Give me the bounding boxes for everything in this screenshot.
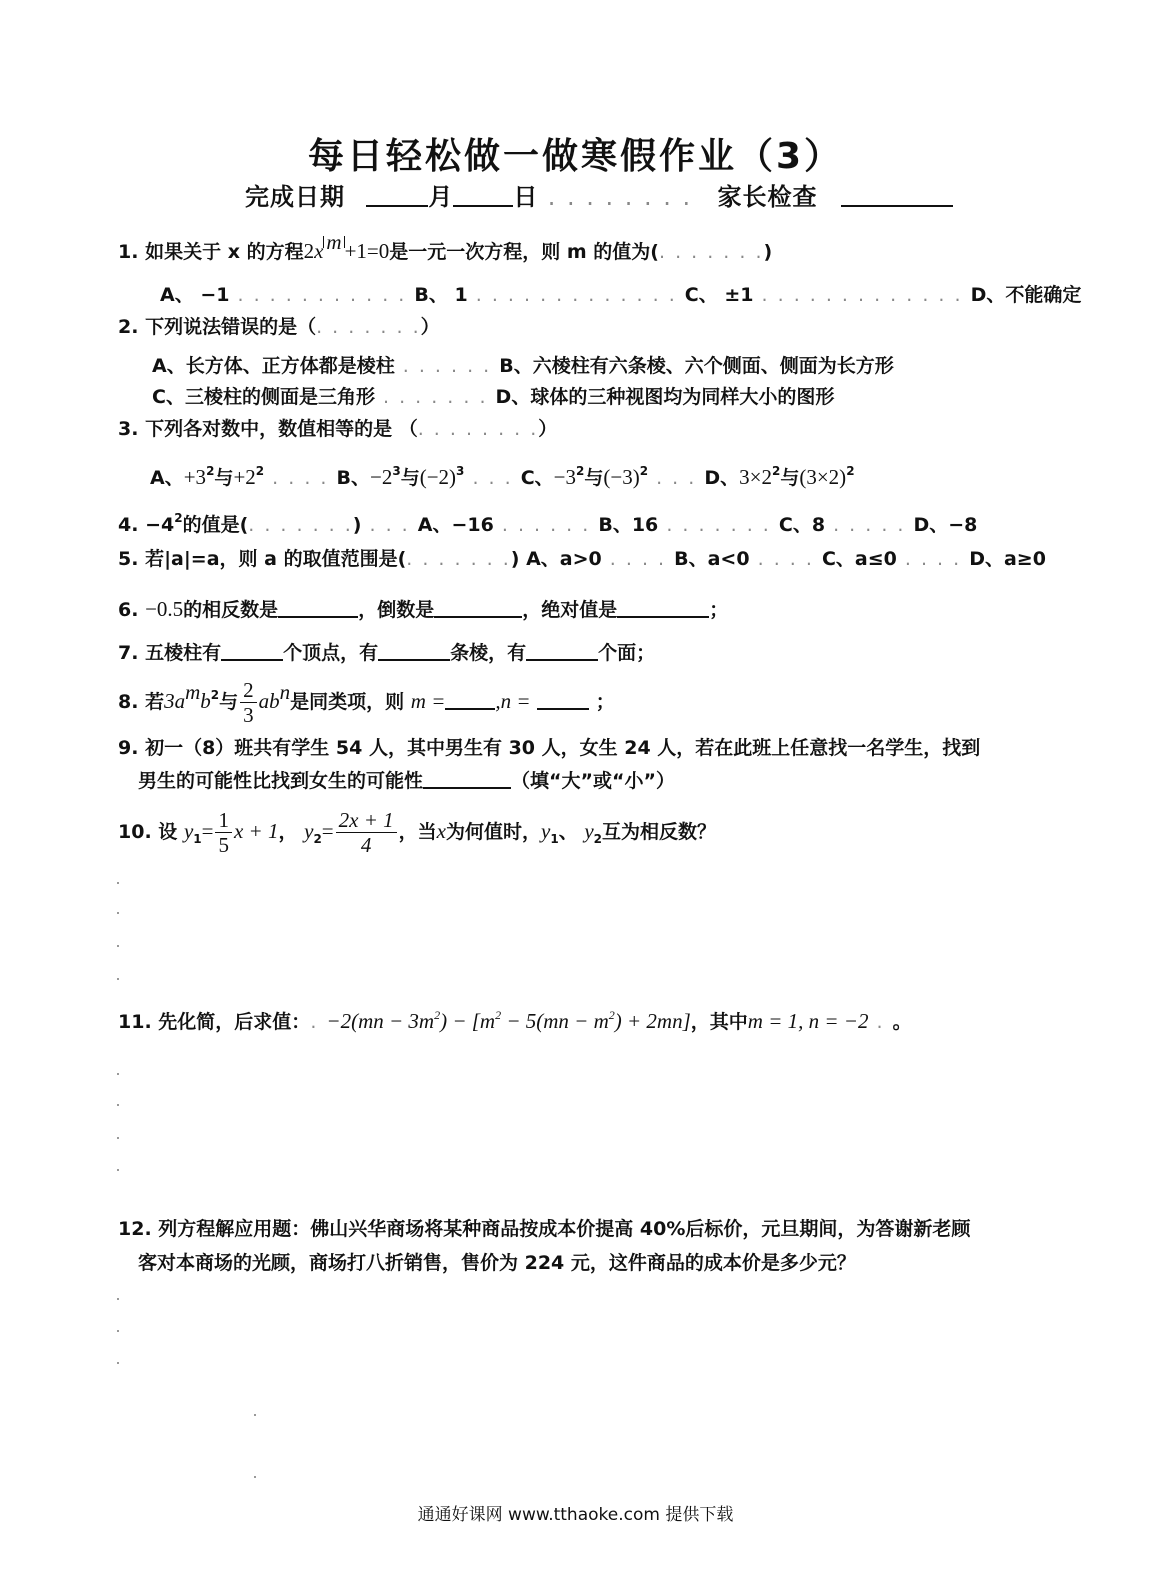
question-text: 客对本商场的光顾，商场打八折销售，售价为 224 元，这件商品的成本价是多少元？	[138, 1252, 856, 1274]
parent-check-blank[interactable]	[841, 187, 953, 207]
question-9-line2	[138, 768, 675, 794]
question-text: 为何值时，	[445, 821, 541, 843]
option-a[interactable]: A、−16	[417, 514, 494, 536]
question-1: 1. 如果关于 x 的方程2x $^m$ +1=0是一元一次方程，则 m 的值为(. . . . . . .)	[118, 230, 773, 263]
day-label: 日	[513, 183, 539, 211]
question-text: ，当	[398, 821, 437, 843]
option-b[interactable]: B、16	[598, 514, 659, 536]
question-number: 1.	[118, 241, 139, 263]
question-5: 5. 若|a|=a，则 a 的取值范围是(. . . . . . .) A、a>0 . . . . B、a<0 . . . . C、a≤0 . . . . D、a≥0	[118, 548, 1046, 570]
question-number: 7.	[118, 642, 139, 664]
option-c[interactable]: C、 ±1	[684, 284, 754, 306]
question-text: 的值是(	[182, 514, 249, 536]
option-b[interactable]: B、六棱柱有六条棱、六个侧面、侧面为长方形	[499, 355, 894, 377]
question-number: 6.	[118, 599, 139, 621]
option-d[interactable]: D、不能确定	[970, 284, 1082, 306]
math-m-equals: m =	[410, 689, 446, 713]
answer-blank-edges[interactable]	[378, 641, 450, 661]
math-condition: m = 1, n = −2	[747, 1009, 869, 1033]
math-value: −0.5	[145, 597, 184, 621]
option-a[interactable]: A、长方体、正方体都是棱柱	[152, 355, 395, 377]
question-text: ；	[709, 599, 729, 621]
answer-blank-probability[interactable]	[423, 769, 511, 789]
question-text: 如果关于 x 的方程	[145, 241, 304, 263]
question-12-line2	[138, 1250, 856, 1276]
answer-blank-vertices[interactable]	[221, 641, 283, 661]
answer-bracket-close: ）	[420, 316, 440, 338]
answer-blank-n[interactable]	[537, 694, 589, 710]
question-number: 4.	[118, 514, 139, 536]
question-text: ；	[595, 691, 615, 713]
month-label: 月	[428, 183, 454, 211]
question-2-options-row2: C、三棱柱的侧面是三角形 . . . . . . . D、球体的三种视图均为同样大小的图形	[152, 386, 835, 408]
question-text: 先化简，后求值：	[158, 1011, 311, 1033]
question-3: 3. 下列各对数中，数值相等的是 （. . . . . . . .）	[118, 418, 558, 440]
math-fraction: $\frac{2x + 1}{4}$	[336, 808, 397, 857]
date-label: 完成日期	[245, 183, 345, 211]
answer-blank-opposite[interactable]	[278, 598, 358, 618]
option-a[interactable]: A、$+3^2$与$+2^2$	[150, 464, 265, 489]
question-9-line1	[118, 735, 980, 761]
math-var: x	[314, 239, 324, 263]
question-10: 10. 设 $y_1=$ $\frac{1}{5}$ x + 1， $y_2=$ $\frac{2x + 1}{4}$ ，当x为何值时，$y_1$、 $y_2$互为相反数？	[118, 808, 717, 857]
question-2: 2. 下列说法错误的是（. . . . . . .）	[118, 316, 440, 338]
math-exponent: m	[323, 236, 344, 248]
question-number: 9.	[118, 737, 139, 759]
question-text: 互为相反数？	[602, 821, 717, 843]
date-line: 完成日期 月 日 . . . . . . . . 家长检查	[245, 184, 953, 210]
question-4: 4. $-4^2$的值是(. . . . . . .) . . . A、−16 . . . . . . B、16 . . . . . . . C、8 . . . . . D、−8	[118, 511, 978, 536]
question-text: 与	[219, 691, 239, 713]
math-expression: $-2(mn - 3m^2) - [m^2 - 5(mn - m^2) + 2mn]$	[326, 1008, 691, 1033]
option-c[interactable]: C、三棱柱的侧面是三角形	[152, 386, 375, 408]
question-11: 11. 先化简，后求值：. $-2(mn - 3m^2) - [m^2 - 5(mn - m^2) + 2mn]$，其中m = 1, n = −2 . 。	[118, 1008, 912, 1033]
answer-bracket-close: )	[510, 548, 520, 570]
answer-blank-faces[interactable]	[526, 641, 598, 661]
question-text: 五棱柱有	[145, 642, 222, 664]
option-b[interactable]: B、a<0	[674, 548, 750, 570]
month-blank[interactable]	[366, 187, 428, 207]
option-d[interactable]: D、a≥0	[969, 548, 1046, 570]
question-1-options: A、 −1 . . . . . . . . . . . B、 1 . . . . . . . . . . . . . C、 ±1 . . . . . . . . . . . . . D、不能确定	[160, 284, 1082, 306]
question-text: 条棱，有	[450, 642, 527, 664]
math-expr: x + 1	[233, 819, 279, 843]
question-text: 是一元一次方程，则 m 的值为(	[389, 241, 659, 263]
answer-bracket-close: )	[352, 514, 362, 536]
math-n-equals: ,n =	[495, 689, 531, 713]
option-b[interactable]: B、 1	[414, 284, 468, 306]
math-fraction: $\frac{1}{5}$	[215, 808, 232, 857]
question-text: 初一（8）班共有学生 54 人，其中男生有 30 人，女生 24 人，若在此班上任意找一名学生，找到	[145, 737, 981, 759]
answer-blank-m[interactable]	[445, 694, 495, 710]
question-text: 个面；	[598, 642, 656, 664]
question-text: 下列说法错误的是（	[145, 316, 317, 338]
question-text: 个顶点，有	[283, 642, 379, 664]
math-base: −4	[145, 514, 175, 536]
option-d[interactable]: D、$3\times 2^2$与$(3\times 2)^2$	[704, 464, 855, 489]
question-number: 3.	[118, 418, 139, 440]
question-text: 设	[158, 821, 178, 843]
question-number: 11.	[118, 1011, 152, 1033]
question-3-options: A、$+3^2$与$+2^2$ . . . . B、$-2^3$与$(-2)^3$ . . . C、$-3^2$与$(-3)^2$ . . . D、$3\times 2^2$与$(3\times 2)^2$	[150, 464, 855, 489]
question-number: 8.	[118, 691, 139, 713]
parent-check-label: 家长检查	[717, 183, 818, 211]
math-term: 3a	[164, 689, 186, 713]
question-text: ，绝对值是	[522, 599, 618, 621]
day-blank[interactable]	[453, 187, 513, 207]
option-a[interactable]: A、 −1	[160, 284, 230, 306]
question-text: 。	[892, 1011, 912, 1033]
question-text: 的相反数是	[183, 599, 279, 621]
question-2-options-row1: A、长方体、正方体都是棱柱 . . . . . . B、六棱柱有六条棱、六个侧面、侧面为长方形	[152, 355, 894, 377]
answer-blank-reciprocal[interactable]	[434, 598, 522, 618]
question-text: 列方程解应用题：佛山兴华商场将某种商品按成本价提高 40%后标价，元旦期间，为答谢新老顾	[158, 1218, 971, 1240]
question-text: 若	[145, 691, 165, 713]
question-text: ，倒数是	[358, 599, 435, 621]
question-text: 下列各对数中，数值相等的是 （	[145, 418, 418, 440]
question-number: 5.	[118, 548, 139, 570]
math-coef: 2	[303, 239, 315, 263]
question-6	[118, 596, 728, 623]
question-7	[118, 640, 655, 666]
math-term: ab	[258, 689, 280, 713]
question-text: 是同类项，则	[290, 691, 405, 713]
option-d[interactable]: D、球体的三种视图均为同样大小的图形	[495, 386, 835, 408]
math-var: y	[304, 819, 314, 843]
worksheet-title: 每日轻松做一做寒假作业（3）	[307, 136, 844, 177]
footer-source: 通通好课网 www.tthaoke.com 提供下载	[417, 1505, 734, 1525]
option-d[interactable]: D、−8	[913, 514, 978, 536]
math-fraction: $\frac{2}{3}$	[240, 678, 257, 727]
math-exponent: 2	[174, 511, 183, 525]
question-number: 2.	[118, 316, 139, 338]
question-text: （填“大”或“小”）	[511, 770, 675, 792]
option-a[interactable]: A、a>0	[526, 548, 602, 570]
math-expr: +1=0	[344, 239, 390, 263]
answer-bracket-close: ）	[538, 418, 558, 440]
question-8: 8. 若$3a^mb^2$与 $\frac{2}{3}$ $ab^n$是同类项，则 m = ,n = ；	[118, 678, 615, 727]
question-number: 10.	[118, 821, 152, 843]
option-c[interactable]: C、a≤0	[821, 548, 897, 570]
math-var: y	[183, 819, 194, 843]
question-text: 男生的可能性比找到女生的可能性	[138, 770, 424, 792]
answer-bracket-close: )	[763, 241, 773, 263]
question-12-line1	[118, 1216, 970, 1242]
question-text: ，其中	[690, 1011, 748, 1033]
question-text: 若|a|=a，则 a 的取值范围是(	[145, 548, 407, 570]
option-b[interactable]: B、$-2^3$与$(-2)^3$	[336, 464, 465, 489]
option-c[interactable]: C、8	[778, 514, 826, 536]
option-c[interactable]: C、$-3^2$与$(-3)^2$	[520, 464, 649, 489]
answer-blank-absolute[interactable]	[617, 598, 709, 618]
question-number: 12.	[118, 1218, 152, 1240]
